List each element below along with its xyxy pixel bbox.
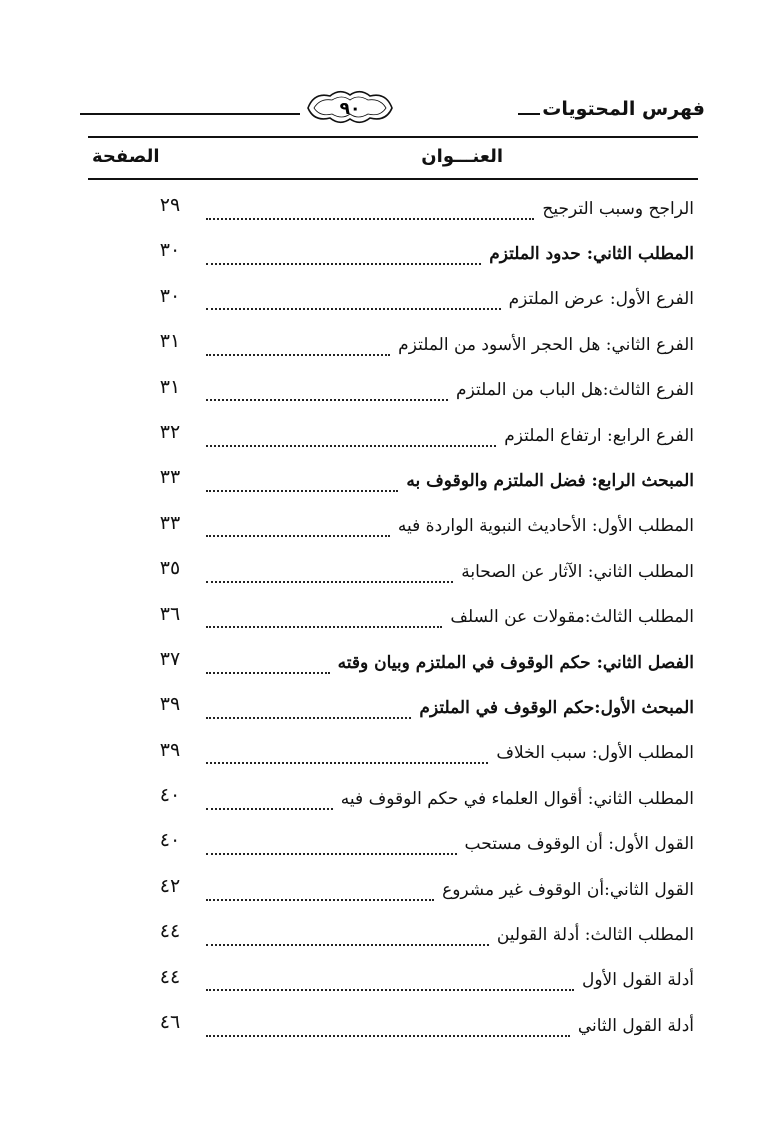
toc-entry [88,731,698,776]
dot-leader [206,652,330,674]
toc-entry-page: ٣٩ [159,738,181,761]
dot-leader [206,379,448,401]
toc-entry [88,549,698,594]
toc-entry [88,912,698,957]
toc-entry [88,368,698,413]
dot-leader [206,198,534,220]
page-number: ٩٠ [339,99,361,119]
ornament-frame-icon [300,86,400,126]
toc-entry-title: الفرع الثاني: هل الحجر الأسود من الملتزم [398,334,694,355]
toc-entry-title: أدلة القول الأول [581,970,694,991]
dot-leader [206,243,481,265]
column-headers [88,142,698,176]
toc-entry-title: المطلب الثالث:مقولات عن السلف [450,607,694,628]
dot-leader [206,1015,570,1037]
toc-entry-page: ٤٠ [159,784,181,807]
dot-leader [206,879,434,901]
dot-leader [206,924,489,946]
toc-entry-page: ٤٦ [159,1011,181,1034]
column-page-heading: الصفحة [92,146,160,167]
toc-entry-page: ٣٢ [159,420,181,443]
toc-entry [88,821,698,866]
header-dash [80,113,300,115]
toc-entry-title: الفرع الأول: عرض الملتزم [508,289,694,310]
toc-entry [88,1003,698,1048]
dot-leader [206,470,398,492]
toc-entry [88,685,698,730]
dot-leader [206,288,501,310]
toc-entry-page: ٣٧ [159,647,181,670]
toc-entry [88,186,698,231]
dot-leader [206,833,457,855]
toc-entry-page: ٣٠ [159,284,181,307]
toc-entry-page: ٣٦ [159,602,181,625]
toc-entry-page: ٤٠ [159,829,181,852]
dot-leader [206,334,390,356]
toc-entry-page: ٢٩ [159,194,181,216]
toc-entry-title: القول الثاني:أن الوقوف غير مشروع [442,879,694,900]
toc-entry [88,458,698,503]
header-dash [518,113,540,115]
dot-leader [206,606,442,628]
toc-entry [88,322,698,367]
toc-entry [88,595,698,640]
toc-entry [88,640,698,685]
toc-entry [88,413,698,458]
toc-entry-page: ٣٥ [159,557,181,580]
toc-entry-title: المطلب الثاني: حدود الملتزم [489,244,694,265]
toc-entry-title: أدلة القول الثاني [577,1015,694,1036]
toc-entry [88,867,698,912]
toc-entry [88,776,698,821]
dot-leader [206,697,411,719]
toc-entry [88,504,698,549]
toc-entry-title: القول الأول: أن الوقوف مستحب [464,834,694,855]
dot-leader [206,515,390,537]
toc-entry-page: ٤٢ [159,874,181,897]
toc-entry [88,958,698,1003]
toc-entry-title: المطلب الثاني: الآثار عن الصحابة [461,561,694,582]
toc-entry-title: المبحث الأول:حكم الوقوف في الملتزم [419,697,694,718]
rule [88,178,698,180]
toc-entry-title: الفصل الثاني: حكم الوقوف في الملتزم وبيان وقته [337,652,694,673]
toc-entry-title: المطلب الأول: سبب الخلاف [496,743,694,764]
toc-entry-page: ٣٩ [159,693,181,716]
dot-leader [206,425,496,447]
rule [88,136,698,138]
page-number-ornament [300,86,400,126]
toc-entry-title: المطلب الثاني: أقوال العلماء في حكم الوقوف فيه [340,788,694,809]
toc-list [88,186,698,1048]
toc-entry-page: ٣١ [159,330,181,353]
toc-entry-page: ٣٠ [159,239,181,262]
toc-entry [88,277,698,322]
running-title: فهرس المحتويات [542,98,705,120]
toc-entry-page: ٣٣ [159,511,181,534]
toc-entry-page: ٤٤ [159,965,181,988]
toc-entry-title: المبحث الرابع: فضل الملتزم والوقوف به [406,471,694,492]
toc-entry-title: الفرع الرابع: ارتفاع الملتزم [504,425,694,446]
dot-leader [206,742,488,764]
dot-leader [206,561,453,583]
toc-entry [88,231,698,276]
toc-entry-page: ٤٤ [159,920,181,943]
page-header [80,80,705,124]
toc-entry-title: الراجح وسبب الترجيح [542,198,694,219]
toc-entry-page: ٣١ [159,375,181,398]
dot-leader [206,969,574,991]
toc-entry-page: ٣٣ [159,466,181,489]
toc-entry-title: الفرع الثالث:هل الباب من الملتزم [456,380,694,401]
toc-entry-title: المطلب الأول: الأحاديث النبوية الواردة فيه [397,516,694,537]
column-title-heading: العنـــوان [421,146,503,167]
toc-entry-title: المطلب الثالث: أدلة القولين [496,924,694,945]
dot-leader [206,788,333,810]
